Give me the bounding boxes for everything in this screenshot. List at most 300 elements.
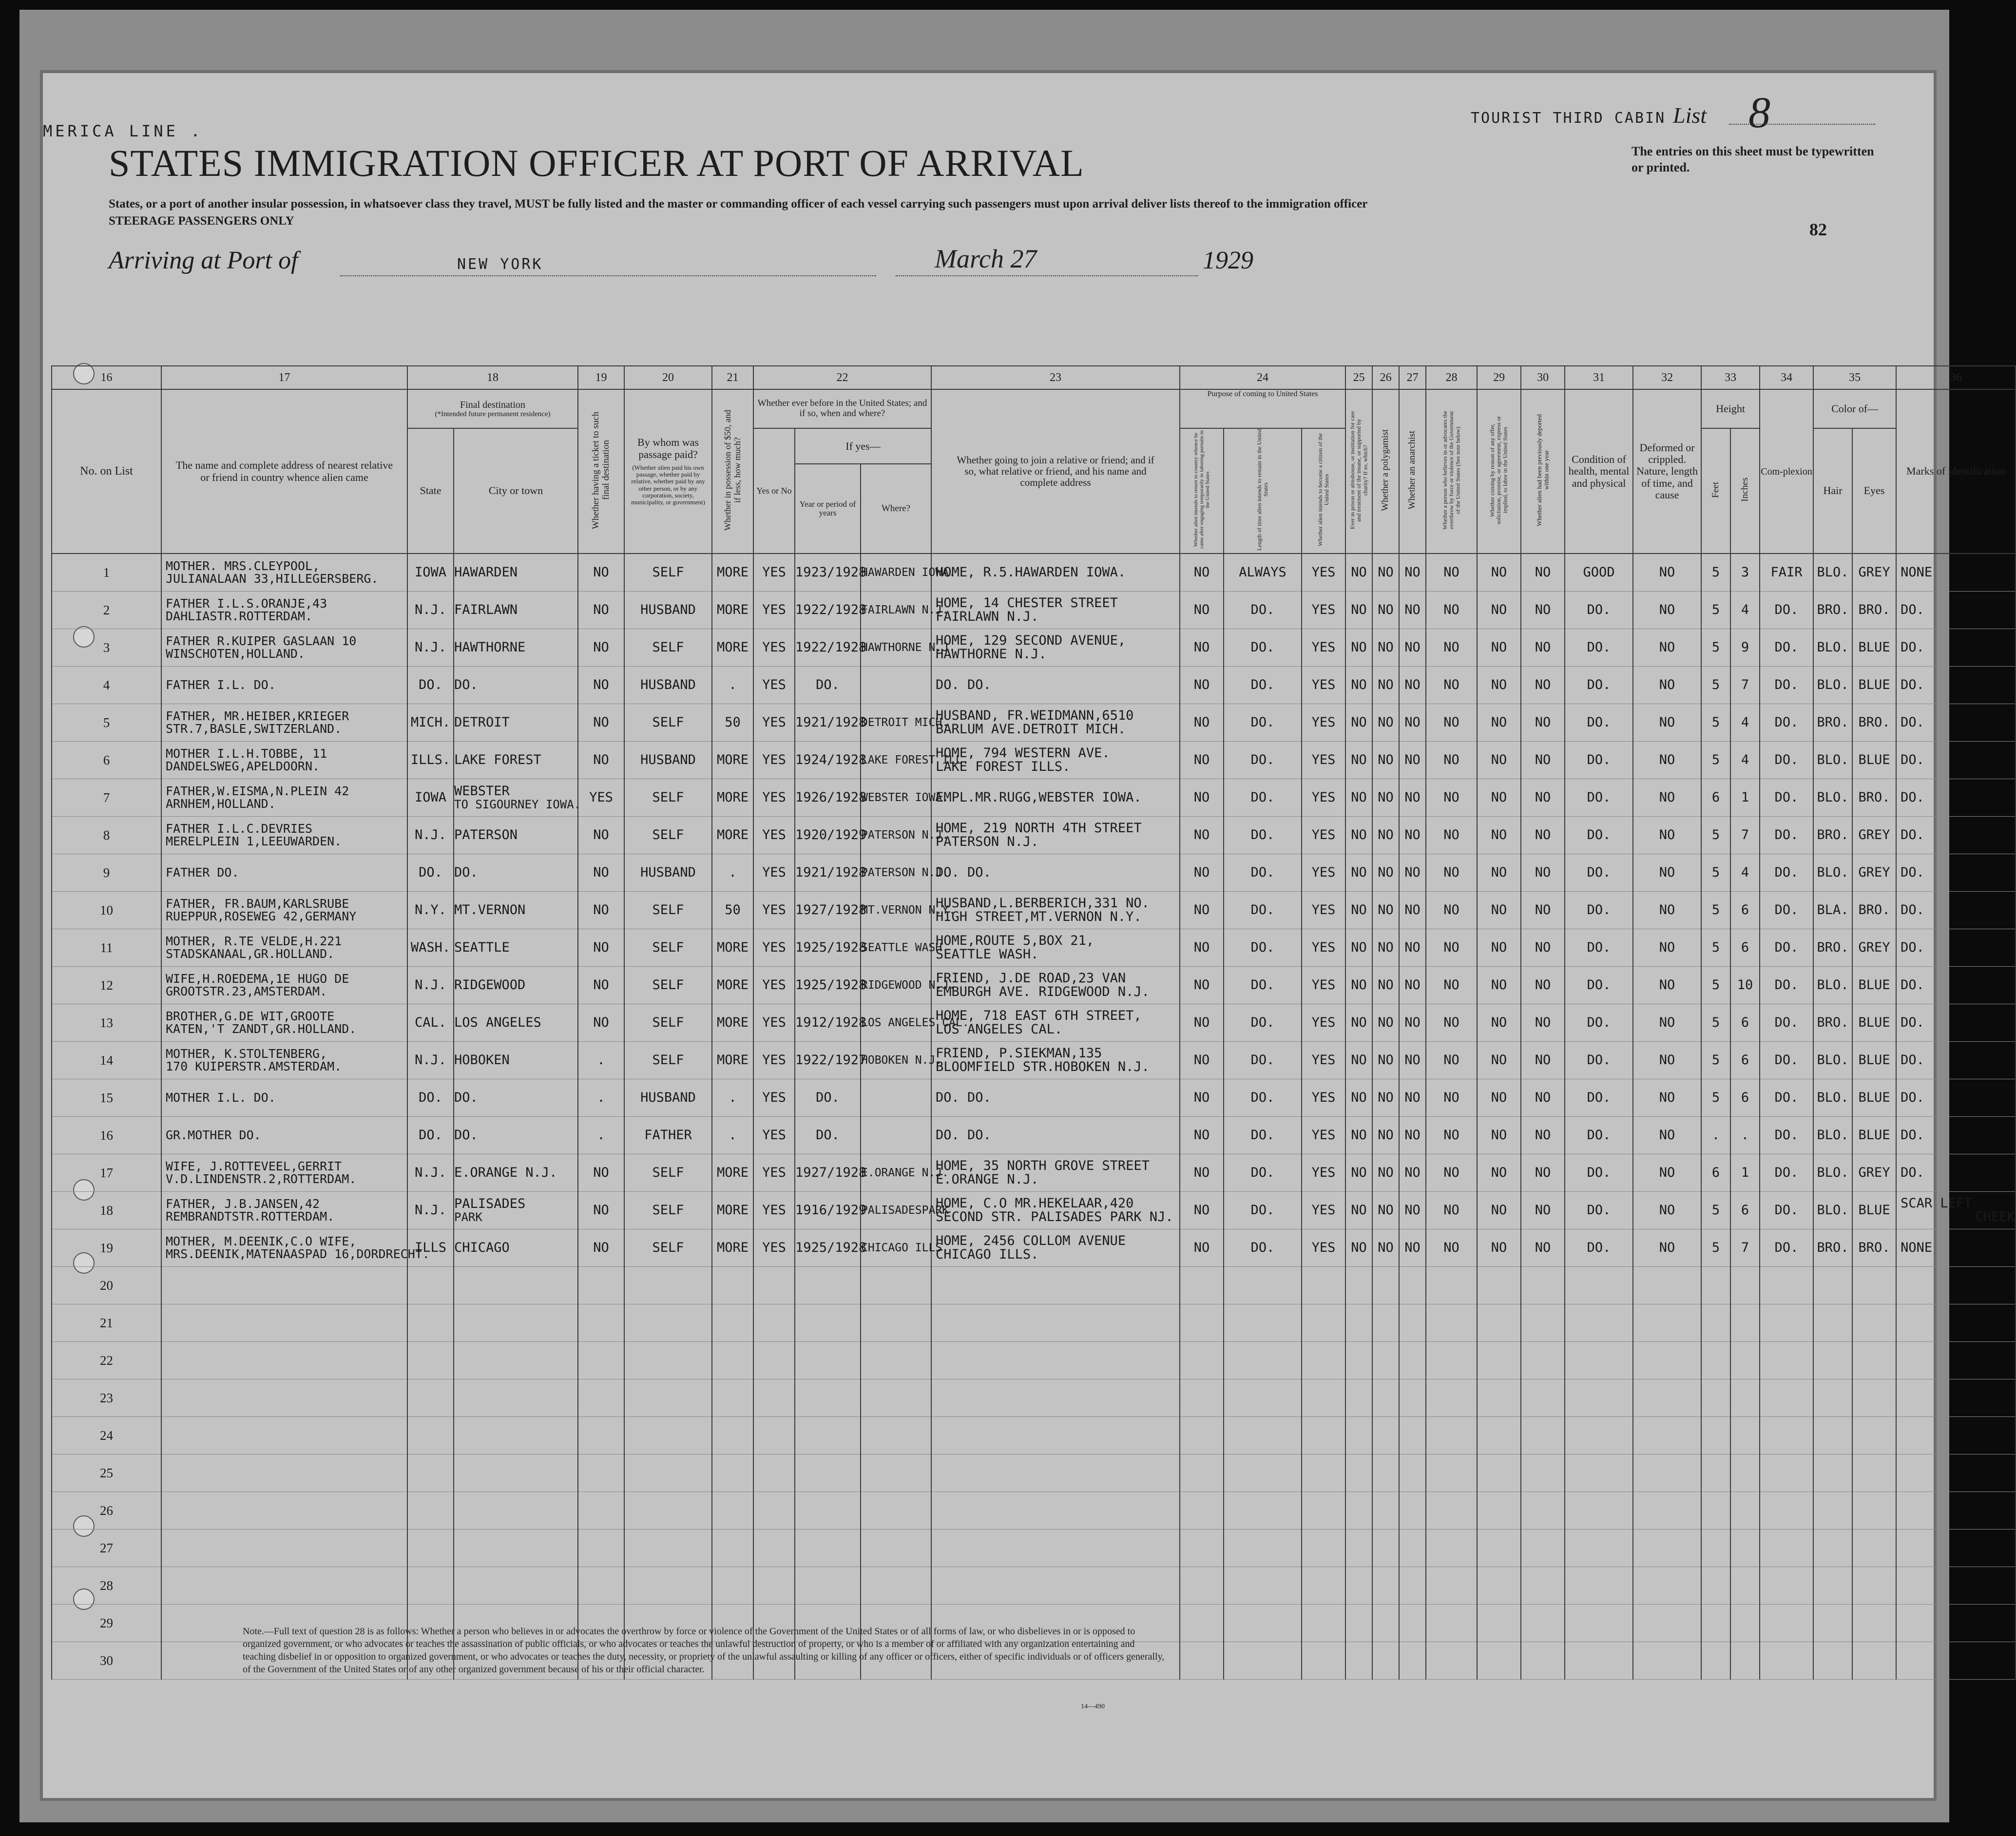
- cell-q30: [1521, 1304, 1565, 1342]
- cell-health: DO.: [1565, 592, 1633, 629]
- cell-hair: [1813, 1492, 1852, 1530]
- cell-health: DO.: [1565, 1117, 1633, 1154]
- cell-where: [861, 967, 956, 1004]
- cell-city-text: CHICAGO: [454, 1240, 510, 1255]
- cell-rel: [161, 1079, 407, 1117]
- cell-city: [454, 1492, 578, 1530]
- cell-in: 1: [1730, 779, 1760, 817]
- cell-city: [454, 929, 578, 967]
- cell-no: 19: [52, 1229, 161, 1267]
- cell-paid: [624, 1417, 712, 1454]
- cell-rel: [161, 1154, 407, 1192]
- table-row: [52, 967, 2016, 1004]
- cell-no: 12: [52, 967, 161, 1004]
- cell-marks-text: DO.: [1901, 977, 1924, 993]
- cell-join: [931, 1154, 1180, 1192]
- cell-q29: NO: [1477, 704, 1521, 742]
- cell-q29: NO: [1477, 667, 1521, 704]
- cell-marks: [1896, 1379, 2016, 1417]
- cell-ft: [1701, 1454, 1730, 1492]
- cell-p2: DO.: [1224, 817, 1302, 854]
- cell-comp: DO.: [1760, 1042, 1813, 1079]
- cell-join: [931, 892, 1180, 929]
- cell-rel-text: FATHER R.KUIPER GASLAAN 10: [166, 633, 357, 648]
- cell-ft: 5: [1701, 967, 1730, 1004]
- cell-p1: NO: [1180, 1229, 1224, 1267]
- cell-q29: [1477, 1642, 1521, 1680]
- cell-join-text: CHICAGO ILLS.: [936, 1247, 1039, 1262]
- cell-p1: [1180, 1267, 1224, 1304]
- cell-q29: NO: [1477, 1192, 1521, 1229]
- cell-years: 1922/1928: [795, 592, 861, 629]
- cell-marks: [1896, 1267, 2016, 1304]
- cell-join-text: DO. DO.: [936, 677, 991, 692]
- cell-ticket: NO: [578, 1154, 624, 1192]
- cell-ticket: NO: [578, 592, 624, 629]
- cell-join: [931, 1304, 1180, 1342]
- cell-state: IOWA: [407, 779, 454, 817]
- cell-p3: [1302, 1530, 1345, 1567]
- cell-where: [861, 1304, 931, 1342]
- cell-where: [861, 554, 956, 592]
- purpose-header: Purpose of coming to United States: [1180, 389, 1345, 428]
- cell-yn: [753, 1417, 795, 1454]
- cell-rel: [161, 1117, 407, 1154]
- cell-health: [1565, 1304, 1633, 1342]
- cell-q25: NO: [1345, 554, 1372, 592]
- cell-state: N.J.: [407, 629, 454, 667]
- feet-label: Feet: [1710, 481, 1721, 498]
- cell-city: [454, 1267, 578, 1304]
- cell-yn: YES: [753, 929, 795, 967]
- cell-q28: NO: [1426, 1117, 1477, 1154]
- cell-state: WASH.: [407, 929, 454, 967]
- cell-rel-text: FATHER I.L. DO.: [166, 677, 276, 692]
- cell-where-text: PATERSON N.J.: [861, 828, 949, 842]
- cell-years: 1921/1928: [795, 704, 861, 742]
- cell-in: 7: [1730, 817, 1760, 854]
- cell-ft: 5: [1701, 1042, 1730, 1079]
- cell-q25: NO: [1345, 742, 1372, 779]
- cell-marks: [1896, 817, 2016, 854]
- cell-q28: [1426, 1304, 1477, 1342]
- table-row: [52, 1229, 2016, 1267]
- cell-ticket: NO: [578, 1192, 624, 1229]
- table-row: [52, 1379, 2016, 1417]
- cell-ft: 5: [1701, 667, 1730, 704]
- period-header: Year or period of years: [795, 464, 861, 554]
- cell-ticket: NO: [578, 967, 624, 1004]
- cell-q30: [1521, 1642, 1565, 1680]
- cell-ft: 5: [1701, 742, 1730, 779]
- cell-q26: [1372, 1342, 1399, 1379]
- cell-ft: [1701, 1530, 1730, 1567]
- cell-q30: NO: [1521, 1192, 1565, 1229]
- cell-join-text: EMPL.MR.RUGG,WEBSTER IOWA.: [936, 789, 1142, 805]
- cell-q28: [1426, 1605, 1477, 1642]
- cell-q26: NO: [1372, 592, 1399, 629]
- cell-where: [861, 667, 931, 704]
- col-num: 21: [712, 366, 753, 389]
- cell-q30: [1521, 1605, 1565, 1642]
- cell-rel-text: WIFE,H.ROEDEMA,1E HUGO DE: [166, 971, 349, 986]
- cell-q27: [1399, 1379, 1426, 1417]
- cell-in: [1730, 1530, 1760, 1567]
- cell-q27: NO: [1399, 554, 1426, 592]
- cell-p1: [1180, 1567, 1224, 1605]
- cell-eyes: BRO.: [1852, 704, 1896, 742]
- cell-health: DO.: [1565, 704, 1633, 742]
- cell-p2: DO.: [1224, 854, 1302, 892]
- cell-q30: NO: [1521, 1154, 1565, 1192]
- cell-rel-text: DAHLIASTR.ROTTERDAM.: [166, 609, 313, 623]
- cell-money: MORE: [712, 1229, 753, 1267]
- cell-p2: DO.: [1224, 704, 1302, 742]
- cell-no: 11: [52, 929, 161, 967]
- cell-hair: BLO.: [1813, 1117, 1852, 1154]
- cell-p3: YES: [1302, 892, 1345, 929]
- cell-q25: NO: [1345, 1079, 1372, 1117]
- cell-rel-text: DANDELSWEG,APELDOORN.: [166, 759, 320, 773]
- cell-join: [931, 1567, 1180, 1605]
- cell-paid: [624, 1567, 712, 1605]
- cell-where: [861, 854, 949, 892]
- cell-where: [861, 592, 949, 629]
- cell-city: [454, 667, 578, 704]
- cell-ft: [1701, 1342, 1730, 1379]
- cell-q28: NO: [1426, 929, 1477, 967]
- cell-money: MORE: [712, 742, 753, 779]
- cell-years: [795, 1417, 861, 1454]
- cell-ft: [1701, 1304, 1730, 1342]
- cell-yn: YES: [753, 667, 795, 704]
- cell-eyes: BLUE: [1852, 629, 1896, 667]
- cell-no: 7: [52, 779, 161, 817]
- cell-q26: NO: [1372, 967, 1399, 1004]
- cell-marks: [1896, 1192, 2016, 1229]
- cell-hair: [1813, 1567, 1852, 1605]
- cell-eyes: [1852, 1605, 1896, 1642]
- cell-years: 1912/1928: [795, 1004, 861, 1042]
- inches-label: Inches: [1739, 478, 1750, 502]
- cell-q28: NO: [1426, 554, 1477, 592]
- cell-years: 1927/1928: [795, 892, 861, 929]
- cell-q25: NO: [1345, 592, 1372, 629]
- cell-q28: NO: [1426, 892, 1477, 929]
- cell-join-text: E.ORANGE N.J.: [936, 1172, 1039, 1187]
- cell-p3: [1302, 1342, 1345, 1379]
- cell-q30: NO: [1521, 1042, 1565, 1079]
- cell-q28: [1426, 1454, 1477, 1492]
- cell-where: [861, 1267, 931, 1304]
- cell-p1: NO: [1180, 1079, 1224, 1117]
- cell-state: N.J.: [407, 1042, 454, 1079]
- cell-city-text: WEBSTER: [454, 784, 510, 799]
- cell-q26: NO: [1372, 1229, 1399, 1267]
- cell-p3: YES: [1302, 554, 1345, 592]
- col-num: 33: [1701, 366, 1760, 389]
- cell-years: 1920/1929: [795, 817, 861, 854]
- cell-comp: DO.: [1760, 667, 1813, 704]
- cell-no: 8: [52, 817, 161, 854]
- table-row: [52, 1417, 2016, 1454]
- cell-p3: [1302, 1379, 1345, 1417]
- cell-marks: [1896, 1605, 2016, 1642]
- table-row: [52, 704, 2016, 742]
- cell-eyes: BLUE: [1852, 1079, 1896, 1117]
- cell-p2: DO.: [1224, 742, 1302, 779]
- if-yes-header: If yes—: [795, 428, 931, 464]
- cell-city-text: PALISADES: [454, 1196, 526, 1212]
- cell-paid: SELF: [624, 967, 712, 1004]
- cell-marks-text: DO.: [1901, 902, 1924, 918]
- cell-deformed: NO: [1633, 967, 1701, 1004]
- cell-ticket: [578, 1304, 624, 1342]
- cell-no: 30: [52, 1642, 161, 1680]
- cell-in: [1730, 1605, 1760, 1642]
- cell-where: [861, 1530, 931, 1567]
- passage-label: By whom was passage paid?: [637, 436, 699, 460]
- cell-q27: [1399, 1567, 1426, 1605]
- cell-years: [795, 1267, 861, 1304]
- cell-rel-text: FATHER,W.EISMA,N.PLEIN 42: [166, 784, 349, 798]
- cell-q25: [1345, 1342, 1372, 1379]
- cell-rel: [161, 1342, 407, 1379]
- cell-ticket: NO: [578, 704, 624, 742]
- cell-health: DO.: [1565, 779, 1633, 817]
- cell-marks: [1896, 892, 2016, 929]
- cell-state: DO.: [407, 667, 454, 704]
- q29-label: Whether coming by reason of any offer, solicitation, promise, or agreement, express or implied, to labor in the United States: [1489, 416, 1509, 524]
- cell-p3: YES: [1302, 592, 1345, 629]
- cell-hair: BLO.: [1813, 1079, 1852, 1117]
- cell-p3: YES: [1302, 667, 1345, 704]
- cell-city-text: PATERSON: [454, 827, 518, 842]
- cell-join-text: FRIEND, J.DE ROAD,23 VAN: [936, 970, 1126, 986]
- col-num: 34: [1760, 366, 1813, 389]
- cell-yn: YES: [753, 704, 795, 742]
- cell-city: [454, 704, 578, 742]
- cell-where: [861, 779, 949, 817]
- cell-health: DO.: [1565, 1229, 1633, 1267]
- cell-q25: [1345, 1267, 1372, 1304]
- cell-where-text: PATERSON N.J.: [861, 866, 949, 879]
- cell-rel-text: MRS.DEENIK,MATENAASPAD 16,DORDRECHT.: [166, 1247, 430, 1261]
- cell-ticket: [578, 1567, 624, 1605]
- cell-paid: SELF: [624, 629, 712, 667]
- cell-no: 3: [52, 629, 161, 667]
- cell-eyes: BLUE: [1852, 667, 1896, 704]
- list-number: 8: [1748, 89, 1770, 137]
- cell-q29: [1477, 1304, 1521, 1342]
- cell-state: N.J.: [407, 1154, 454, 1192]
- cell-state: [407, 1304, 454, 1342]
- cell-health: [1565, 1567, 1633, 1605]
- cell-q28: NO: [1426, 967, 1477, 1004]
- cell-health: DO.: [1565, 667, 1633, 704]
- cell-comp: [1760, 1304, 1813, 1342]
- cell-state: [407, 1417, 454, 1454]
- cell-in: 4: [1730, 704, 1760, 742]
- cell-eyes: [1852, 1642, 1896, 1680]
- cell-marks-text: DO.: [1901, 864, 1924, 880]
- cell-city: [454, 1229, 578, 1267]
- cell-q29: [1477, 1454, 1521, 1492]
- cell-years: 1924/1928: [795, 742, 861, 779]
- cell-money: [712, 1417, 753, 1454]
- q30-header: [1521, 389, 1565, 554]
- cell-ticket: NO: [578, 817, 624, 854]
- yes-no-header: Yes or No: [753, 428, 795, 554]
- cell-marks-text: DO.: [1901, 752, 1924, 767]
- cell-marks-text: NONE: [1901, 1240, 1933, 1255]
- cell-state: IOWA: [407, 554, 454, 592]
- cell-ticket: NO: [578, 629, 624, 667]
- cell-deformed: NO: [1633, 929, 1701, 967]
- cell-health: DO.: [1565, 854, 1633, 892]
- cell-where-text: LAKE FOREST ILL.: [861, 753, 969, 766]
- cell-money: [712, 1342, 753, 1379]
- cell-marks: [1896, 554, 2016, 592]
- no-on-list-header: No. on List: [52, 389, 161, 554]
- col-num: 23: [931, 366, 1180, 389]
- cell-hair: BRO.: [1813, 704, 1852, 742]
- cell-join: [931, 1192, 1180, 1229]
- cell-join-text: HIGH STREET,MT.VERNON N.Y.: [936, 909, 1142, 924]
- cell-q29: NO: [1477, 554, 1521, 592]
- cell-city-text: DO.: [454, 864, 478, 880]
- cell-ft: [1701, 1379, 1730, 1417]
- cell-city: [454, 554, 578, 592]
- cell-join: [931, 1342, 1180, 1379]
- column-number-row: [52, 366, 2016, 389]
- cell-city-text: DO.: [454, 1090, 478, 1105]
- cell-money: MORE: [712, 1004, 753, 1042]
- cell-marks: [1896, 1417, 2016, 1454]
- cell-no: 20: [52, 1267, 161, 1304]
- cell-marks: [1896, 1454, 2016, 1492]
- cell-ft: 5: [1701, 554, 1730, 592]
- cell-years: DO.: [795, 1117, 861, 1154]
- cell-join-text: SEATTLE WASH.: [936, 947, 1039, 962]
- cell-health: DO.: [1565, 892, 1633, 929]
- purpose-c-label: Whether alien intends to become a citizen of the United States: [1316, 433, 1330, 546]
- cell-years: [795, 1492, 861, 1530]
- cell-in: 1: [1730, 1154, 1760, 1192]
- cell-no: 18: [52, 1192, 161, 1229]
- cell-ft: [1701, 1267, 1730, 1304]
- cell-deformed: [1633, 1642, 1701, 1680]
- inches-header: [1730, 428, 1760, 554]
- passage-header: [624, 389, 712, 554]
- cell-city-text: DO.: [454, 677, 478, 692]
- col-num: 36: [1896, 366, 2016, 389]
- cell-q29: NO: [1477, 592, 1521, 629]
- city-header: City or town: [454, 428, 578, 554]
- cell-q25: [1345, 1567, 1372, 1605]
- cell-q27: NO: [1399, 1079, 1426, 1117]
- cell-eyes: GREY: [1852, 854, 1896, 892]
- cell-rel-text: WIFE, J.ROTTEVEEL,GERRIT: [166, 1159, 342, 1173]
- cell-join-text: HOME, 14 CHESTER STREET: [936, 595, 1118, 611]
- cell-p2: [1224, 1492, 1302, 1530]
- cell-ticket: .: [578, 1042, 624, 1079]
- cell-where: [861, 1117, 931, 1154]
- cell-years: 1923/1928: [795, 554, 861, 592]
- cell-q29: [1477, 1530, 1521, 1567]
- cell-eyes: GREY: [1852, 929, 1896, 967]
- cell-q29: [1477, 1492, 1521, 1530]
- cell-deformed: [1633, 1567, 1701, 1605]
- final-destination-note: (*Intended future permanent residence): [435, 410, 551, 418]
- cell-q27: [1399, 1530, 1426, 1567]
- cell-q29: NO: [1477, 817, 1521, 854]
- cell-rel: [161, 554, 407, 592]
- cell-state: DO.: [407, 854, 454, 892]
- cell-join: [931, 742, 1180, 779]
- cell-no: 14: [52, 1042, 161, 1079]
- cell-rel-text: MOTHER I.L.H.TOBBE, 11: [166, 746, 327, 761]
- cell-q26: NO: [1372, 742, 1399, 779]
- cell-q29: NO: [1477, 892, 1521, 929]
- cell-city: [454, 1454, 578, 1492]
- cell-years: [795, 1342, 861, 1379]
- cell-no: 10: [52, 892, 161, 929]
- table-row: [52, 892, 2016, 929]
- cell-p2: [1224, 1567, 1302, 1605]
- cell-join-text: HOME, 129 SECOND AVENUE,: [936, 632, 1126, 648]
- cell-q29: NO: [1477, 1004, 1521, 1042]
- cell-yn: YES: [753, 854, 795, 892]
- cell-state: [407, 1342, 454, 1379]
- cell-q26: NO: [1372, 1004, 1399, 1042]
- cell-p1: NO: [1180, 1042, 1224, 1079]
- prison-label: Ever in prison or almshouse, or institution for care and treatment of the insane, or supported by charity? If so, which?: [1348, 411, 1369, 530]
- cell-where-text: WEBSTER IOWA.: [861, 791, 949, 804]
- cell-q29: NO: [1477, 854, 1521, 892]
- cell-city: [454, 1192, 578, 1229]
- cell-city: [454, 1154, 578, 1192]
- cell-city: [454, 1567, 578, 1605]
- cell-rel: [161, 667, 407, 704]
- cell-q25: NO: [1345, 667, 1372, 704]
- cell-money: MORE: [712, 817, 753, 854]
- cell-state: ILLS.: [407, 742, 454, 779]
- cell-p2: DO.: [1224, 592, 1302, 629]
- cell-no: 15: [52, 1079, 161, 1117]
- cell-money: MORE: [712, 1192, 753, 1229]
- cell-hair: BLO.: [1813, 967, 1852, 1004]
- cell-paid: SELF: [624, 1154, 712, 1192]
- cell-q27: [1399, 1492, 1426, 1530]
- cell-money: MORE: [712, 1154, 753, 1192]
- cell-paid: [624, 1267, 712, 1304]
- cell-comp: [1760, 1379, 1813, 1417]
- cell-paid: SELF: [624, 1042, 712, 1079]
- cell-in: 9: [1730, 629, 1760, 667]
- cell-hair: BRO.: [1813, 1229, 1852, 1267]
- cell-q29: NO: [1477, 1154, 1521, 1192]
- cell-q27: [1399, 1342, 1426, 1379]
- cell-years: 1926/1928: [795, 779, 861, 817]
- cell-years: 1925/1928: [795, 967, 861, 1004]
- cell-p2: DO.: [1224, 967, 1302, 1004]
- cell-join-text: DO. DO.: [936, 864, 991, 880]
- cell-in: [1730, 1342, 1760, 1379]
- cell-rel: [161, 929, 407, 967]
- cell-comp: DO.: [1760, 704, 1813, 742]
- purpose-a-label: Whether alien intends to return to country whence he came after engaging temporarily in laboring pursuits in the United States: [1192, 430, 1211, 549]
